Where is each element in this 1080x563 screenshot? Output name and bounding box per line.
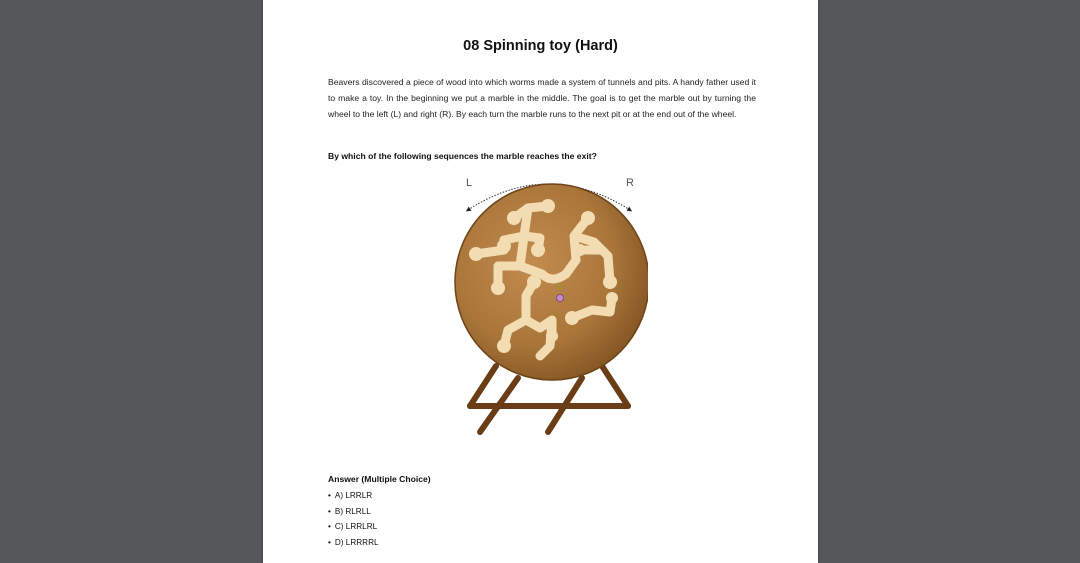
question-text: By which of the following sequences the marble reaches the exit?: [328, 151, 597, 161]
document-page: [263, 0, 818, 563]
left-label: L: [466, 177, 473, 189]
marble: [557, 295, 564, 302]
page-title: 08 Spinning toy (Hard): [463, 38, 618, 54]
problem-description: Beavers discovered a piece of wood into which worms made a system of tunnels and pits. A handy father used it to make a toy. In the beginning we put a marble in the middle. The goal is to get the marble out by turning the wheel to the left (L) and right (R). By each turn the marble runs to the next pit or at the end out of the wheel.: [328, 77, 756, 119]
spinning-toy-figure: [448, 170, 648, 445]
option-d[interactable]: • D) LRRRRL: [328, 535, 379, 551]
right-label: R: [626, 177, 634, 189]
option-a[interactable]: • A) LRRLR: [328, 488, 379, 504]
option-c[interactable]: • C) LRRLRL: [328, 519, 379, 535]
answer-options: [328, 488, 379, 550]
option-b[interactable]: • B) RLRLL: [328, 504, 379, 520]
answer-heading: Answer (Multiple Choice): [328, 474, 431, 484]
